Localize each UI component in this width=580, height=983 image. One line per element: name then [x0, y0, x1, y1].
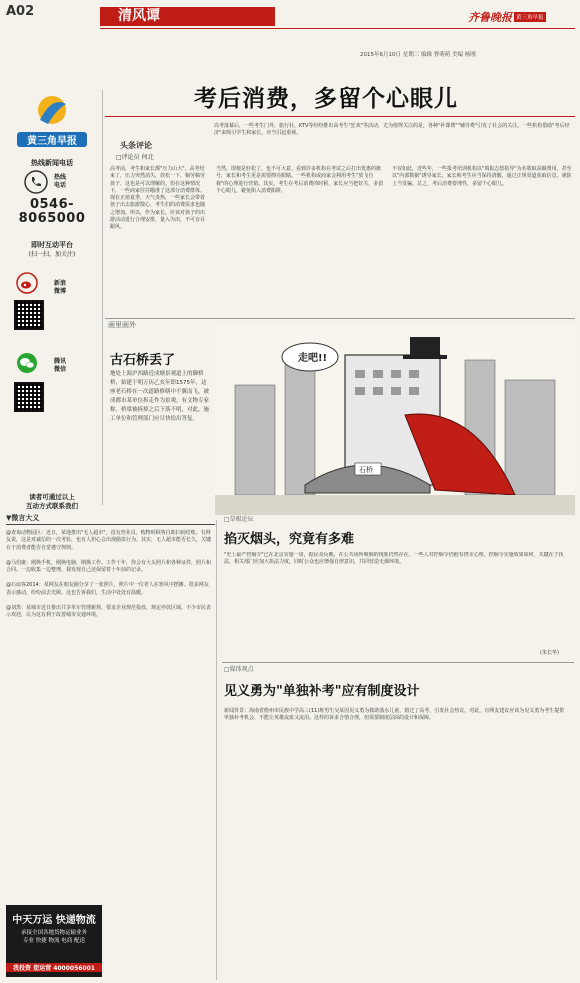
headline-rule — [105, 116, 575, 117]
article3-rule — [222, 662, 574, 663]
article3-label: □媒体观点 — [224, 666, 254, 673]
sidebar-divider — [102, 90, 103, 505]
header-rule — [100, 28, 575, 29]
article2-title: 掐灭烟头，究竟有多难 — [224, 532, 355, 547]
feature-body: 地处上海沪西路近成塘景观道上的御桥桥，始建于明万历乙亥年即1575年，这座老石桥在一次道路修缮中不翼而飞，被成都市某单位拆走作为景观，有文物专家称，桥梁被拆掉之后下落不明，对此，施工单位和管理部门应尽快给出答复。 — [110, 371, 210, 422]
section-title: 清风谭 — [118, 8, 160, 24]
ad-box[interactable] — [6, 905, 102, 977]
brand-logo-icon — [32, 90, 72, 130]
tencent-label: 腾讯 微信 — [54, 358, 67, 373]
article-column-2: 当然，即便是轻松了，也不可大意。看到许多机构在考试之后打出优惠的旗号，家长和考生更是需要擦亮眼睛。一些机构或商家会利用考生"放飞自我"的心理进行营销。其实，考生在考后消费的时候，家长应当把好关，多留个心眼儿，避免陷入消费陷阱。 — [216, 166, 384, 194]
weibo-label: 新浪 微博 — [54, 280, 67, 295]
wechat-qr-code[interactable] — [14, 382, 44, 412]
ad-subtitle: 承接全国各地货物运输业务 专业 快捷 物流 电商 配送 — [20, 930, 87, 944]
scan-label: 读者可通过以上 — [29, 493, 75, 501]
article2-label: □草根论坛 — [224, 516, 254, 523]
article-intro: 高考落幕后，一些考生门外，旅行社、KTV等纷纷推出高考生"狂欢"等活动，尤为值得关注的是，各种"补课费""辅导费"引发了社会的关注。一些机构借助"考后经济"来吸引学生和家长，应当引起重视。 — [214, 123, 570, 137]
weiyan-item: @刘黑：某城市近日推出共享单车管理新规，要求企业规范投放，规定停放区域。不少市民表示欢迎，认为这有利于改善城市交通环境。 — [6, 605, 212, 619]
platform-sub: (扫一扫，加关注) — [28, 251, 76, 258]
ad-title: 中天万运 快递物流 — [12, 915, 96, 926]
weiyan-list — [6, 530, 212, 628]
main-headline: 考后消费，多留个心眼儿 — [194, 85, 458, 112]
page-number: A02 — [6, 4, 35, 19]
article-author: □评论员 何北 — [116, 154, 154, 161]
sidebar — [4, 90, 100, 510]
feature-rule — [105, 318, 575, 319]
weiyan-header: ▼微言大义 — [6, 514, 40, 522]
ad-phone: 我投资 您运营 4000056001 — [6, 963, 102, 972]
hotline-number: 0546- 8065000 — [18, 197, 86, 226]
weiyan-item: @石扇客2014：某网友在朋友圈分享了一张照片，照片中一位老人在寒风中摆摊。很多网友表示感动，纷纷前去光顾。这也告诉我们，生活中处处有温暖。 — [6, 582, 209, 596]
bridge-sign: 石桥 — [359, 466, 373, 474]
brand-name: 黄三角早报 — [17, 132, 87, 147]
article3-title: 见义勇为"单独补考"应有制度设计 — [224, 684, 420, 699]
weiyan-rule — [6, 524, 215, 525]
date-line: 2015年6月10日 星期三 编辑 曹萌萌 美编 杨刚 — [360, 52, 476, 58]
lower-divider — [216, 520, 217, 980]
masthead-tag: 黄三角早报 — [514, 12, 546, 22]
platform-label: 即时互动平台 — [31, 241, 73, 249]
scan-sub: 互动方式联系我们 — [26, 502, 78, 510]
weibo-icon — [16, 272, 38, 294]
feature-label: 画里画外 — [108, 321, 136, 329]
article2-byline: (朱长华) — [540, 650, 559, 656]
feature-title: 古石桥丢了 — [110, 353, 176, 368]
cartoon-illustration — [215, 325, 575, 515]
weibo-qr-code[interactable] — [14, 300, 44, 330]
wechat-icon — [16, 352, 38, 374]
speech-bubble-text: 走吧!! — [298, 353, 328, 364]
weiyan-item: @查询动物园区：近日，某地推出"无人超市"，没有营业员，购物时顾客自助扫码结账。有网友说，这是对诚信的一次考验，也有人担心会出现偷盗行为。其实，无人超市能否长久，关键在于消费者能否自觉遵守规则。 — [6, 530, 212, 551]
article3-body: 新闻背景：海南省儋州市民族中学高三(11)班男生吴某因见义勇为救助落水儿童，错过了高考，引发社会热议。对此，有网友建议应该为见义勇为考生提供单独补考机会，不能让英雄流血又流泪。这样的诉求合情合理，但需要制度层面的设计和保障。 — [224, 708, 565, 722]
phone-icon — [24, 170, 48, 194]
masthead — [468, 6, 576, 23]
article-column-1: 高考前，考生和家长都"压力山大"。高考结束了，压力突然消失，放松一下、犒劳犒劳孩子，这也是可以理解的。但在这种情况下，一些商家往往瞄准了这部分消费群体。现在正值夏季，天气炎热，一些家长会带着孩子出去旅游散心，考生们的消费需求也随之增加。所以，作为家长，应该对孩子的出游活动进行合理安排，量入为出，不可盲目跟风。 — [110, 166, 206, 231]
masthead-logo: 齐鲁晚报 — [468, 11, 512, 24]
column-label: 头条评论 — [120, 141, 152, 150]
weiyan-item: @马伯庸：刚换手机，刚换电脑，刚换工作。工作十年，你会有大头照片和各种证件，照片和合同。一边收集一边整理，我发现自己还保留着十年前的记录。 — [6, 559, 212, 574]
article2-body: "史上最严控烟令"已在北京实施一周，据民众反映，在公共场所吸烟的现象仍然存在，一些人对控烟令仍抱有侥幸心理。控烟令实施效果如何，关键在于执法。相关部门应加大执法力度，同时公众也应增强自律意识，共同营造无烟环境。 — [224, 552, 564, 566]
phone-label: 热线 电话 — [54, 174, 67, 189]
hotline-label: 热线新闻电话 — [31, 159, 73, 167]
article-column-3: 不仅如此，近些年，一些报考培训机构以"填报志愿指导"为名收取高额费用，甚至以"内部数据"诱导家长。家长和考生应当保持清醒，通过正规渠道获取信息，谨防上当受骗。总之，考后消费要理性，多留个心眼儿。 — [392, 166, 572, 187]
